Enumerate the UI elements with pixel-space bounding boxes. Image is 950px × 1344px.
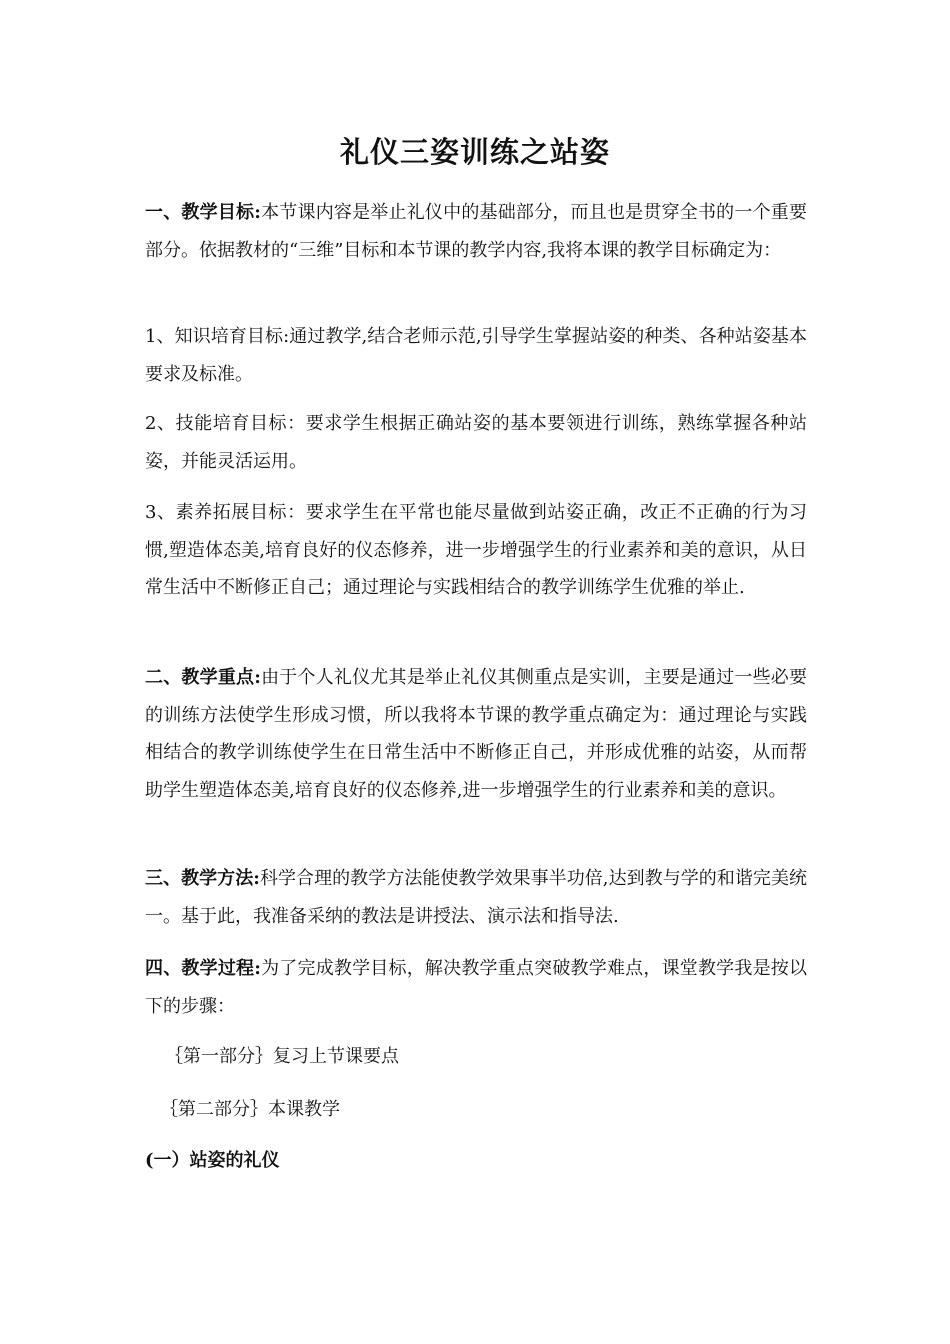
section-teaching-methods [145,860,807,935]
section-text: 本节课内容是举止礼仪中的基础部分，而且也是贯穿全书的一个重要部分。依据教材的“三维”目标和本节课的教学内容,我将本课的教学目标确定为： [145,202,807,261]
section-text: 科学合理的教学方法能使教学效果事半功倍,达到教与学的和谐完美统一。基于此，我准备采纳的教法是讲授法、演示法和指导法. [145,868,808,927]
section-teaching-focus [145,659,807,809]
section-label: 一、教学目标: [145,202,261,223]
goal-skills: 2、技能培育目标：要求学生根据正确站姿的基本要领进行训练，熟练掌握各种站姿，并能灵活运用。 [145,413,807,472]
goal-literacy: 3、素养拓展目标：要求学生在平常也能尽量做到站姿正确，改正不正确的行为习惯,塑造体态美,培育良好的仪态修养，进一步增强学生的行业素养和美的意识，从日常生活中不断修正自己；通过理论与实践相结合的教学训练学生优雅的举止. [145,502,807,598]
section-teaching-goals [145,194,807,269]
section-label: 四、教学过程: [145,958,261,979]
section-text: 为了完成教学目标，解决教学重点突破教学难点，课堂教学我是按以下的步骤： [145,958,807,1017]
section-text: 由于个人礼仪尤其是举止礼仪其侧重点是实训，主要是通过一些必要的训练方法使学生形成习惯，所以我将本节课的教学重点确定为：通过理论与实践相结合的教学训练使学生在日常生活中不断修正自己，并形成优雅的站姿，从而帮助学生塑造体态美,培育良好的仪态修养,进一步增强学生的行业素养和美的意识。 [145,667,807,801]
section-label: 二、教学重点: [145,667,261,688]
section-label: 三、教学方法: [145,868,260,889]
subsection-heading: (一）站姿的礼仪 [145,1150,280,1171]
part-two-label: ｛第二部分｝本课教学 [160,1099,340,1120]
section-teaching-process [145,950,807,1025]
goal-knowledge: 1、知识培育目标:通过教学,结合老师示范,引导学生掌握站姿的种类、各种站姿基本要求及标准。 [145,326,807,385]
page-title: 礼仪三姿训练之站姿 [339,135,610,169]
part-one-label: ｛第一部分｝复习上节课要点 [165,1046,399,1067]
